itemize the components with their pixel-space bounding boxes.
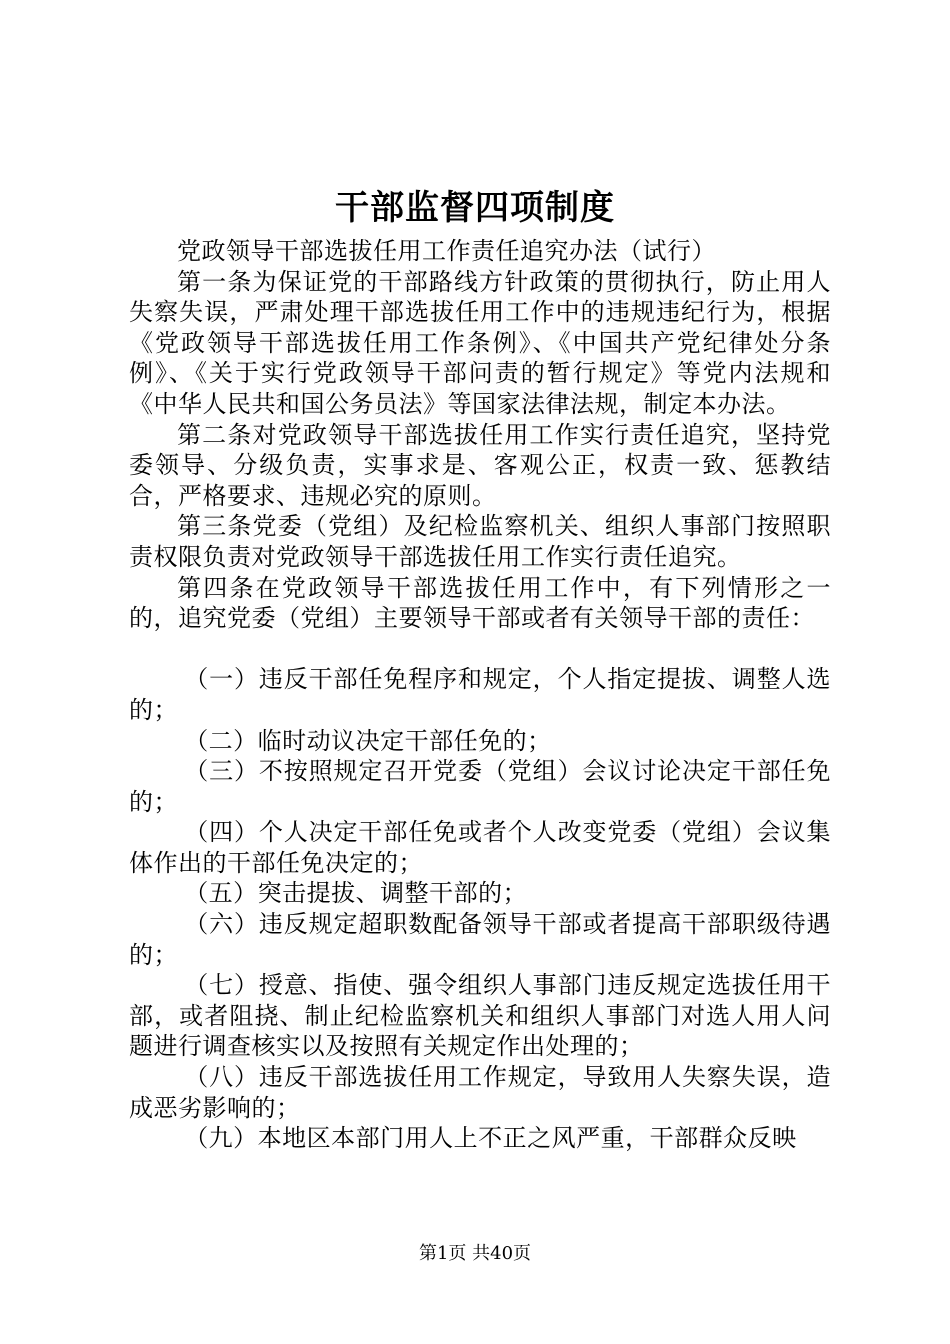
document-body — [129, 236, 831, 1154]
paragraph-spacer — [129, 634, 831, 665]
article-3: 第三条党委（党组）及纪检监察机关、组织人事部门按照职责权限负责对党政领导干部选拔任用工作实行责任追究。 — [129, 512, 831, 571]
article-1: 第一条为保证党的干部路线方针政策的贯彻执行，防止用人失察失误，严肃处理干部选拔任用工作中的违规违纪行为，根据《党政领导干部选拔任用工作条例》、《中国共产党纪律处分条例》、《关于实行党政领导干部问责的暂行规定》等党内法规和《中华人民共和国公务员法》等国家法律法规，制定本办法。 — [129, 267, 831, 418]
list-item: （七）授意、指使、强令组织人事部门违反规定选拔任用干部，或者阻挠、制止纪检监察机关和组织人事部门对选人用人问题进行调查核实以及按照有关规定作出处理的； — [129, 971, 831, 1061]
list-item: （三）不按照规定召开党委（党组）会议讨论决定干部任免的； — [129, 757, 831, 816]
list-item: （一）违反干部任免程序和规定，个人指定提拔、调整人选的； — [129, 665, 831, 724]
list-item: （四）个人决定干部任免或者个人改变党委（党组）会议集体作出的干部任免决定的； — [129, 818, 831, 877]
list-item: （八）违反干部选拔任用工作规定，导致用人失察失误，造成恶劣影响的； — [129, 1063, 831, 1122]
article-2: 第二条对党政领导干部选拔任用工作实行责任追究，坚持党委领导、分级负责，实事求是、客观公正，权责一致、惩教结合，严格要求、违规必究的原则。 — [129, 420, 831, 510]
list-item: （六）违反规定超职数配备领导干部或者提高干部职级待遇的； — [129, 910, 831, 969]
list-item: （九）本地区本部门用人上不正之风严重，干部群众反映 — [184, 1124, 797, 1153]
list-item: （五）突击提拔、调整干部的； — [184, 879, 528, 908]
list-item: （二）临时动议决定干部任免的； — [184, 726, 552, 755]
article-4: 第四条在党政领导干部选拔任用工作中，有下列情形之一的，追究党委（党组）主要领导干部或者有关领导干部的责任： — [129, 573, 831, 633]
document-subtitle: 党政领导干部选拔任用工作责任追究办法（试行） — [177, 237, 716, 265]
page-footer: 第1页 共40页 — [418, 1243, 532, 1264]
document-title: 干部监督四项制度 — [335, 188, 615, 228]
